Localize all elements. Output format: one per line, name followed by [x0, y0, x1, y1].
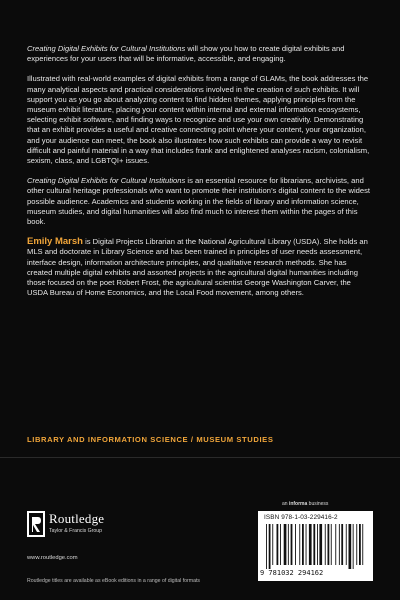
- paragraph-text: is an essential resource for librarians, archivists, and other cultural heritage professionals who want to promote their institution’s digital content to the widest possible audience. Academics and students working in the fields of library and information science, museum studies, and digital humanities will also find much to interest them within the pages of this book.: [27, 176, 371, 227]
- description-paragraph-1: [27, 44, 373, 64]
- author-bio: [27, 237, 373, 298]
- informa-business-tag: [282, 501, 328, 507]
- isbn-label: ISBN 978-1-03-229416-2: [264, 514, 338, 521]
- description-block: [27, 44, 373, 308]
- divider: [0, 457, 400, 458]
- ebook-footnote: Routledge titles are available as eBook editions in a range of digital formats: [27, 578, 201, 584]
- informa-suffix: business: [307, 501, 329, 507]
- paragraph-text: will show you how to create digital exhibits and experiences for your users that will be informative, accessible, and engaging.: [27, 44, 345, 64]
- author-name: Emily Marsh: [27, 236, 83, 248]
- book-title-italic: Creating Digital Exhibits for Cultural Institutions: [27, 176, 186, 186]
- description-paragraph-2: [27, 74, 373, 166]
- publisher-logo: [27, 509, 117, 543]
- publisher-url[interactable]: www.routledge.com: [27, 555, 78, 561]
- author-bio-text: is Digital Projects Librarian at the National Agricultural Library (USDA). She holds an MLS and doctorate in Library Science and has been trained in principles of user needs assessment, interface design, information architecture principles, and qualitative research methods. She has created multiple digital exhibits and assorted projects in the agricultural digital humanities including those focused on the poet Robert Frost, the agricultural scientist George Washington Carver, the USDA Bureau of Home Economics, and the Local Food movement, among others.: [27, 237, 368, 298]
- isbn-barcode-box: [258, 511, 373, 581]
- description-paragraph-3: [27, 176, 373, 227]
- paragraph-text: Illustrated with real-world examples of digital exhibits from a range of GLAMs, the book addresses the many analytical aspects and practical considerations involved in the creation of such exhibits. It will support you as you go about analyzing content to find hidden themes, applying principles from the museum exhibit literature, placing your content within internal and external information ecosystems, selecting exhibit software, and finding ways to recognize and use your own creativity. Demonstrating that an exhibit provides a useful and creative connecting point where your content, your organization, and your audience can meet, the book also illustrates how such exhibits can provide a way to revisit difficult and painful material in a way that includes frank and enlightened analyses racism, colonialism, sexism, class, and LGBTQI+ issues.: [27, 74, 370, 166]
- publisher-name: Routledge: [49, 511, 105, 526]
- barcode-icon: [264, 524, 367, 569]
- informa-word: informa: [288, 501, 308, 507]
- publisher-group: Taylor & Francis Group: [49, 528, 103, 534]
- informa-prefix: an: [282, 501, 289, 507]
- subject-category: LIBRARY AND INFORMATION SCIENCE / MUSEUM STUDIES: [27, 435, 274, 444]
- book-title-italic: Creating Digital Exhibits for Cultural Institutions: [27, 44, 186, 53]
- barcode-digits: 9 781032 294162: [260, 569, 324, 577]
- routledge-logo-icon: [27, 511, 45, 537]
